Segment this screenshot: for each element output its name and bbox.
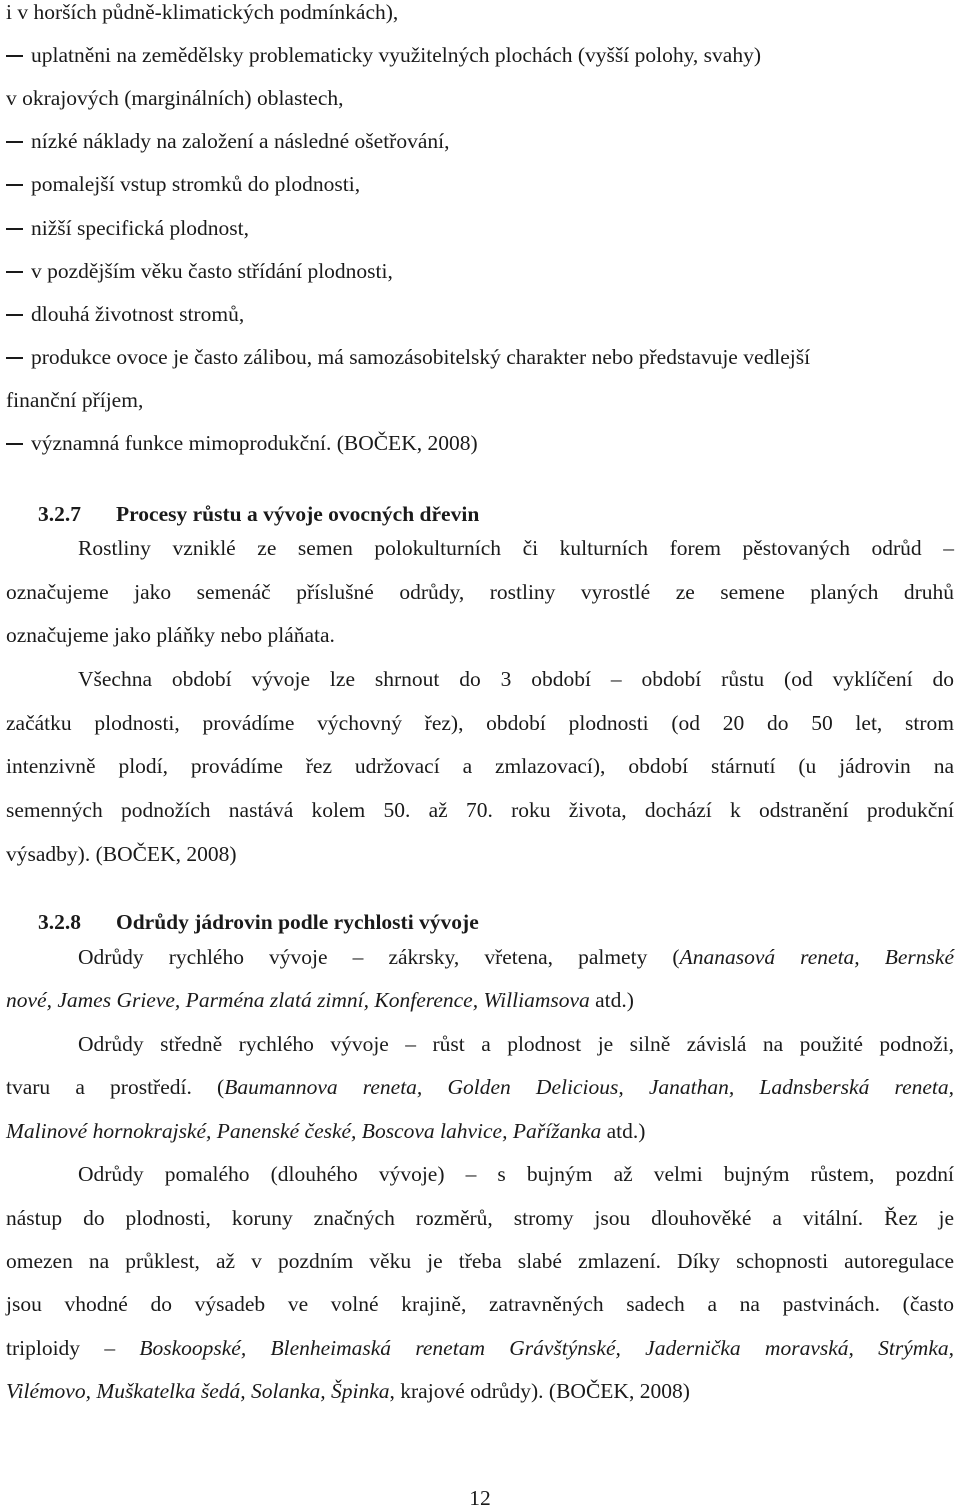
list-item-continuation: finanční příjem, [6,388,144,412]
list-item [6,259,393,284]
text-run: atd.) [589,988,634,1012]
text-run: atd.) [601,1119,646,1143]
list-item [6,43,761,68]
paragraph-line: začátku plodnosti, provádíme výchovný řez), období plodnosti (od 20 do 50 let, strom [6,711,954,735]
list-item-text: v pozdějším věku často střídání plodnosti, [31,259,393,283]
list-item-continuation: v okrajových (marginálních) oblastech, [6,86,344,110]
paragraph-line: semenných podnožích nastává kolem 50. až 70. roku života, dochází k odstranění produkční [6,798,954,822]
paragraph-line: intenzivně plodí, provádíme řez udržovací a zmlazovací), období stárnutí (u jádrovin na [6,754,954,778]
paragraph-line [6,988,634,1013]
paragraph-line: Rostliny vzniklé ze semen polokulturních či kulturních forem pěstovaných odrůd – [78,536,954,560]
text-run: , krajové odrůdy). (BOČEK, 2008) [389,1379,690,1403]
dash-bullet-icon [6,271,23,273]
list-item-text: pomalejší vstup stromků do plodnosti, [31,172,361,196]
paragraph-line [6,1336,954,1361]
list-item [6,302,244,327]
list-item-text: nižší specifická plodnost, [31,216,249,240]
paragraph-line: Odrůdy středně rychlého vývoje – růst a plodnost je silně závislá na použité podnoži, [78,1032,954,1056]
italic-varieties: Ananasová reneta, Bernské [679,945,954,969]
list-item [6,345,810,370]
section-heading [38,910,479,935]
paragraph-line: jsou vhodné do výsadeb ve volné krajině, zatravněných sadech a na pastvinách. (často [6,1292,954,1316]
text-run: triploidy – [6,1336,140,1360]
paragraph-line [6,1075,954,1100]
page-number: 12 [469,1486,491,1510]
section-title: Odrůdy jádrovin podle rychlosti vývoje [116,910,479,934]
italic-varieties: nové, James Grieve, Parména zlatá zimní, Konference, Williamsova [6,988,590,1012]
list-item [6,172,360,197]
list-item-text: produkce ovoce je často zálibou, má samozásobitelský charakter nebo představuje vedlejší [31,345,811,369]
list-item-text: nízké náklady na založení a následné ošetřování, [31,129,450,153]
paragraph-line: omezen na průklest, až v pozdním věku je třeba slabé zmlazení. Díky schopnosti autoregulace [6,1249,954,1273]
dash-bullet-icon [6,443,23,445]
italic-varieties: Boskoopské, Blenheimaská renetam Grávštýnské, Jadernička moravská, Strýmka, [139,1336,954,1360]
dash-bullet-icon [6,184,23,186]
paragraph-line: označujeme jako semenáč příslušné odrůdy, rostliny vyrostlé ze semene planých druhů [6,580,954,604]
list-item [6,431,478,456]
paragraph-line: Odrůdy pomalého (dlouhého vývoje) – s bujným až velmi bujným růstem, pozdní [78,1162,954,1186]
text-run: Odrůdy rychlého vývoje – zákrsky, vřetena, palmety ( [78,945,680,969]
paragraph-line: Všechna období vývoje lze shrnout do 3 období – období růstu (od vyklíčení do [78,667,954,691]
list-item [6,129,449,154]
list-item-text: významná funkce mimoprodukční. (BOČEK, 2008) [31,431,478,455]
dash-bullet-icon [6,228,23,230]
list-item-text: uplatněni na zemědělsky problematicky využitelných plochách (vyšší polohy, svahy) [31,43,762,67]
paragraph-line [78,945,954,970]
dash-bullet-icon [6,314,23,316]
paragraph-line [6,1379,690,1404]
section-heading [38,502,479,527]
text-run: tvaru a prostředí. ( [6,1075,225,1099]
paragraph-line: nástup do plodnosti, koruny značných rozměrů, stromy jsou dlouhověké a vitální. Řez je [6,1206,954,1230]
section-number: 3.2.7 [38,502,81,526]
dash-bullet-icon [6,141,23,143]
italic-varieties: Vilémovo, Muškatelka šedá, Solanka, Špinka [6,1379,390,1403]
section-number: 3.2.8 [38,910,81,934]
paragraph-line: výsadby). (BOČEK, 2008) [6,842,237,866]
paragraph-line [6,1119,645,1144]
list-item-text: dlouhá životnost stromů, [31,302,245,326]
italic-varieties: Baumannova reneta, Golden Delicious, Janathan, Ladnsberská reneta, [224,1075,954,1099]
list-item [6,216,249,241]
italic-varieties: Malinové hornokrajské, Panenské české, Boscova lahvice, Pařížanka [6,1119,602,1143]
section-title: Procesy růstu a vývoje ovocných dřevin [116,502,480,526]
dash-bullet-icon [6,357,23,359]
paragraph-line: označujeme jako pláňky nebo pláňata. [6,623,335,647]
list-continuation-line: i v horších půdně-klimatických podmínkách), [6,0,399,24]
dash-bullet-icon [6,55,23,57]
